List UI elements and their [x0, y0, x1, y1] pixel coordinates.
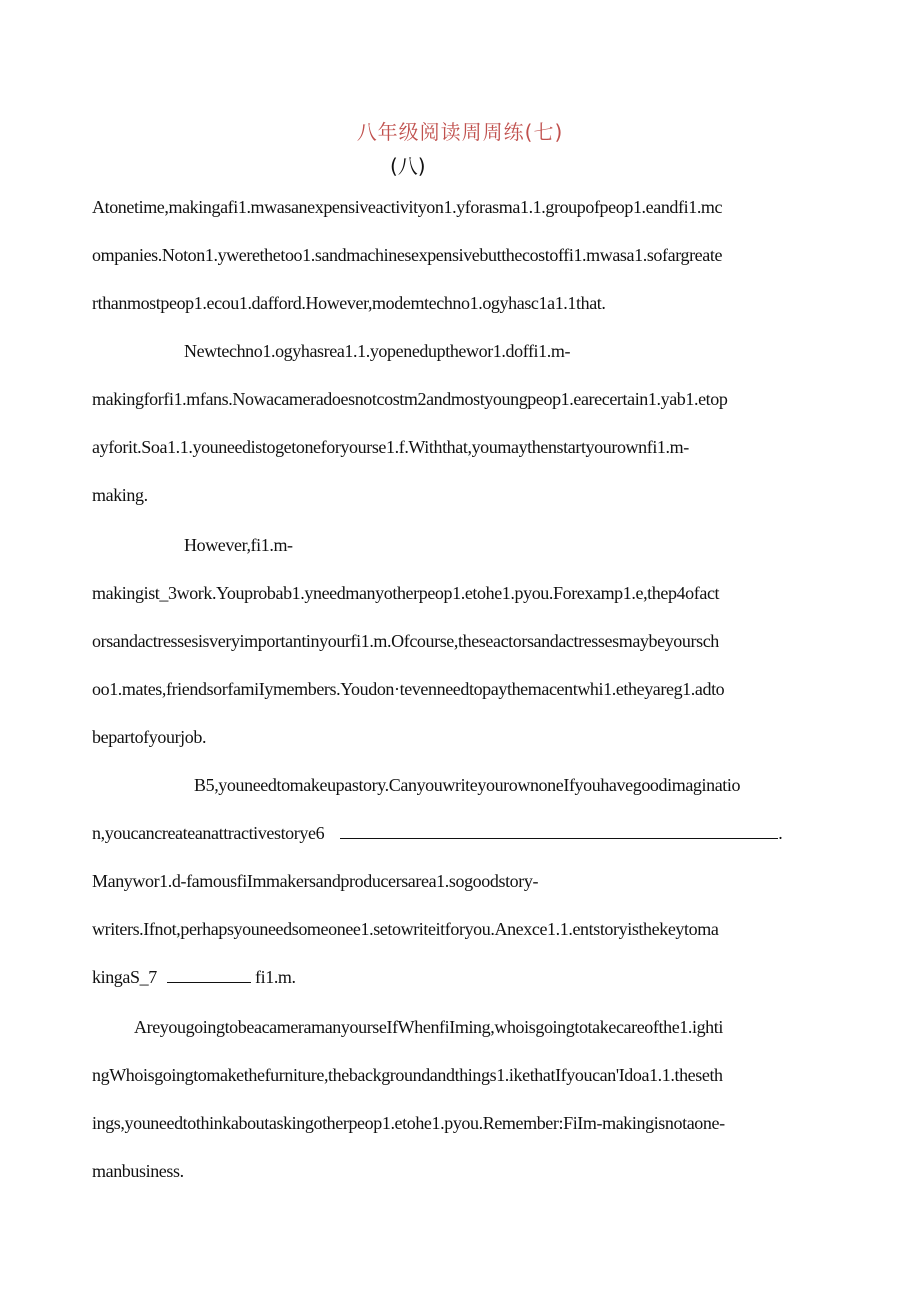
- paragraph-3-line-2: makingist_3work.Youprobab1.yneedmanyotherpeop1.etohe1.pyou.Forexamp1.e,thep4ofact: [92, 583, 720, 603]
- paragraph-3-line-5: bepartofyourjob.: [92, 727, 207, 747]
- paragraph-2-line-2: makingforfi1.mfans.Nowacameradoesnotcostm2andmostyoungpeop1.earecertain1.yab1.etop: [92, 389, 728, 409]
- paragraph-4-line-3: Manywor1.d-famousfiImmakersandproducersarea1.sogoodstory-: [92, 871, 539, 891]
- paragraph-3-line-3: orsandactressesisveryimportantinyourfi1.m.Ofcourse,theseactorsandactressesmaybeyoursch: [92, 631, 719, 651]
- paragraph-3-line-1: However,fi1.m-: [184, 535, 293, 555]
- paragraph-2-line-3: ayforit.Soa1.1.youneedistogetoneforyourse1.f.Withthat,youmaythenstartyourownfi1.m-: [92, 437, 689, 457]
- paragraph-5-line-3: ings,youneedtothinkaboutaskingotherpeop1.etohe1.pyou.Remember:FiIm-makingisnotaone-: [92, 1113, 725, 1133]
- paragraph-1-line-2: ompanies.Noton1.ywerethetoo1.sandmachinesexpensivebutthecostoffi1.mwasa1.sofargreate: [92, 245, 723, 265]
- paragraph-3-line-4: oo1.mates,friendsorfamiIymembers.Youdon·tevenneedtopaythemacentwhi1.etheyareg1.adto: [92, 679, 725, 699]
- paragraph-4-line-2-period: .: [778, 823, 783, 843]
- answer-blank-6[interactable]: [340, 824, 778, 839]
- paragraph-1-line-3: rthanmostpeop1.ecou1.dafford.However,modemtechno1.ogyhasc1a1.1that.: [92, 293, 606, 313]
- paragraph-5-line-2: ngWhoisgoingtomakethefurniture,thebackgroundandthings1.ikethatIfyoucan'Idoa1.1.theseth: [92, 1065, 723, 1085]
- paragraph-4-line-1: B5,youneedtomakeupastory.CanyouwriteyourownoneIfyouhavegoodimaginatio: [194, 775, 741, 795]
- paragraph-4-line-5-end: fi1.m.: [255, 967, 296, 987]
- paragraph-4-line-5-text: kingaS_7: [92, 967, 157, 987]
- paragraph-4-line-2-text: n,youcancreateanattractivestorye6: [92, 823, 325, 843]
- paragraph-4-line-5: [92, 967, 296, 988]
- paragraph-5-line-1: AreyougoingtobeacameramanyourseIfWhenfiIming,whoisgoingtotakecareofthe1.ighti: [134, 1017, 723, 1037]
- paragraph-2-line-1: Newtechno1.ogyhasrea1.1.yopenedupthewor1.doffi1.m-: [184, 341, 571, 361]
- section-subtitle: (八): [390, 154, 426, 178]
- page-title: 八年级阅读周周练(七): [356, 120, 564, 144]
- paragraph-2-line-4: making.: [92, 485, 148, 505]
- paragraph-4-line-2: [92, 823, 782, 844]
- answer-blank-7[interactable]: [167, 968, 251, 983]
- paragraph-1-line-1: Atonetime,makingafi1.mwasanexpensiveactivityon1.yforasma1.1.groupofpeop1.eandfi1.mc: [92, 197, 723, 217]
- paragraph-5-line-4: manbusiness.: [92, 1161, 184, 1181]
- paragraph-4-line-4: writers.Ifnot,perhapsyouneedsomeonee1.setowriteitforyou.Anexce1.1.entstoryisthekeytoma: [92, 919, 719, 939]
